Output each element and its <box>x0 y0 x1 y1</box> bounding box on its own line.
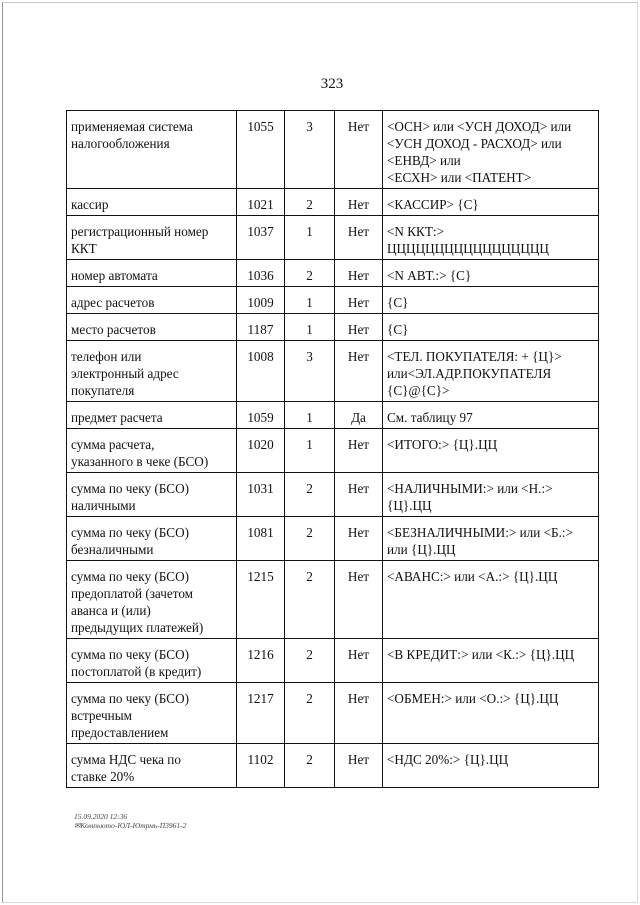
footer-timestamp: 15.09.2020 12:36 <box>74 812 128 821</box>
table-row <box>67 260 599 287</box>
required-flag: Нет <box>335 260 383 287</box>
footer-source: ✉Компьюто-ЮЛ-Ютрмь-П3961-2 <box>74 821 187 830</box>
print-form-line: <ЕСХН> или <ПАТЕНТ> <box>387 170 532 185</box>
required-flag: Нет <box>335 639 383 683</box>
requisite-name <box>67 216 237 260</box>
print-form-line: <НАЛИЧНЫМИ:> или <Н.:> <box>387 481 553 496</box>
requisite-name-line: сумма по чеку (БСО) <box>71 525 189 540</box>
format-code: 2 <box>285 744 335 788</box>
requisite-name-line: номер автомата <box>71 268 158 283</box>
print-form-line: <N АВТ.:> {С} <box>387 268 472 283</box>
requisite-name-line: предоставлением <box>71 725 169 740</box>
requisite-name-line: сумма по чеку (БСО) <box>71 569 189 584</box>
print-form-line: ЦЦЦЦЦЦЦЦЦЦЦЦЦЦЦЦЦ <box>387 241 549 256</box>
requisite-name <box>67 683 237 744</box>
tag-number: 1036 <box>237 260 285 287</box>
print-form <box>383 561 599 639</box>
tag-number: 1021 <box>237 189 285 216</box>
format-code: 1 <box>285 402 335 429</box>
print-form <box>383 683 599 744</box>
print-form-line: <ОСН> или <УСН ДОХОД> или <box>387 119 572 134</box>
required-flag: Нет <box>335 111 383 189</box>
requisite-name <box>67 402 237 429</box>
requisite-name <box>67 561 237 639</box>
requisite-name-line: электронный адрес <box>71 366 179 381</box>
table-row <box>67 639 599 683</box>
table-row <box>67 341 599 402</box>
format-code: 3 <box>285 341 335 402</box>
requisite-name-line: сумма по чеку (БСО) <box>71 647 189 662</box>
requisite-name-line: покупателя <box>71 383 135 398</box>
required-flag: Нет <box>335 216 383 260</box>
print-form-line: <ЕНВД> или <box>387 153 461 168</box>
requisite-name-line: адрес расчетов <box>71 295 155 310</box>
format-code: 1 <box>285 429 335 473</box>
requisite-name-line: сумма расчета, <box>71 437 155 452</box>
tag-number: 1020 <box>237 429 285 473</box>
print-form-line: или {Ц}.ЦЦ <box>387 542 456 557</box>
requisite-name-line: предоплатой (зачетом <box>71 586 194 601</box>
table-row <box>67 429 599 473</box>
print-form <box>383 341 599 402</box>
tag-number: 1031 <box>237 473 285 517</box>
print-form <box>383 429 599 473</box>
requisites-table <box>66 110 599 788</box>
requisite-name-line: аванса и (или) <box>71 603 151 618</box>
print-form-line: <НДС 20%:> {Ц}.ЦЦ <box>387 752 509 767</box>
tag-number: 1009 <box>237 287 285 314</box>
print-form <box>383 402 599 429</box>
print-form-line: {Ц}.ЦЦ <box>387 498 432 513</box>
requisite-name-line: встречным <box>71 708 132 723</box>
format-code: 2 <box>285 517 335 561</box>
tag-number: 1217 <box>237 683 285 744</box>
table-row <box>67 287 599 314</box>
print-form <box>383 111 599 189</box>
print-form-line: <КАССИР> {С} <box>387 197 479 212</box>
requisite-name <box>67 260 237 287</box>
format-code: 2 <box>285 189 335 216</box>
print-form <box>383 517 599 561</box>
requisite-name-line: сумма НДС чека по <box>71 752 181 767</box>
table-row <box>67 111 599 189</box>
format-code: 1 <box>285 314 335 341</box>
print-form-line: <ТЕЛ. ПОКУПАТЕЛЯ: + {Ц}> <box>387 349 562 364</box>
print-form-line: <БЕЗНАЛИЧНЫМИ:> или <Б.:> <box>387 525 573 540</box>
format-code: 2 <box>285 639 335 683</box>
requisites-table-body <box>67 111 599 788</box>
requisite-name-line: ККТ <box>71 241 97 256</box>
tag-number: 1037 <box>237 216 285 260</box>
format-code: 2 <box>285 260 335 287</box>
print-form-line: {С} <box>387 295 409 310</box>
print-form-line: или<ЭЛ.АДР.ПОКУПАТЕЛЯ <box>387 366 552 381</box>
tag-number: 1055 <box>237 111 285 189</box>
requisite-name <box>67 429 237 473</box>
requisite-name-line: ставке 20% <box>71 769 135 784</box>
requisite-name-line: указанного в чеке (БСО) <box>71 454 209 469</box>
table-row <box>67 561 599 639</box>
print-form <box>383 314 599 341</box>
table-row <box>67 216 599 260</box>
print-form <box>383 260 599 287</box>
required-flag: Да <box>335 402 383 429</box>
requisite-name <box>67 287 237 314</box>
print-form-line: <N ККТ:> <box>387 224 445 239</box>
requisite-name-line: налогообложения <box>71 136 170 151</box>
tag-number: 1215 <box>237 561 285 639</box>
format-code: 1 <box>285 287 335 314</box>
requisite-name-line: регистрационный номер <box>71 224 209 239</box>
print-form-line: <АВАНС:> или <А.:> {Ц}.ЦЦ <box>387 569 558 584</box>
requisite-name <box>67 744 237 788</box>
requisite-name <box>67 517 237 561</box>
format-code: 2 <box>285 683 335 744</box>
tag-number: 1008 <box>237 341 285 402</box>
print-form <box>383 473 599 517</box>
requisite-name-line: безналичными <box>71 542 154 557</box>
print-form-line: {С}@{С}> <box>387 383 450 398</box>
requisite-name <box>67 111 237 189</box>
required-flag: Нет <box>335 287 383 314</box>
required-flag: Нет <box>335 429 383 473</box>
required-flag: Нет <box>335 517 383 561</box>
print-form <box>383 189 599 216</box>
tag-number: 1216 <box>237 639 285 683</box>
table-row <box>67 517 599 561</box>
requisite-name <box>67 341 237 402</box>
required-flag: Нет <box>335 314 383 341</box>
requisite-name-line: предмет расчета <box>71 410 163 425</box>
required-flag: Нет <box>335 189 383 216</box>
print-form-line: {С} <box>387 322 409 337</box>
requisite-name-line: телефон или <box>71 349 142 364</box>
requisite-name-line: сумма по чеку (БСО) <box>71 691 189 706</box>
requisite-name-line: постоплатой (в кредит) <box>71 664 202 679</box>
print-form-line: См. таблицу 97 <box>387 410 473 425</box>
requisite-name <box>67 473 237 517</box>
requisite-name-line: кассир <box>71 197 109 212</box>
required-flag: Нет <box>335 744 383 788</box>
requisite-name-line: применяемая система <box>71 119 193 134</box>
tag-number: 1081 <box>237 517 285 561</box>
format-code: 3 <box>285 111 335 189</box>
requisite-name-line: сумма по чеку (БСО) <box>71 481 189 496</box>
print-form-line: <ИТОГО:> {Ц}.ЦЦ <box>387 437 498 452</box>
requisite-name-line: предыдущих платежей) <box>71 620 204 635</box>
required-flag: Нет <box>335 683 383 744</box>
requisite-name <box>67 639 237 683</box>
format-code: 2 <box>285 561 335 639</box>
table-row <box>67 473 599 517</box>
print-form-line: <В КРЕДИТ:> или <К.:> {Ц}.ЦЦ <box>387 647 575 662</box>
format-code: 2 <box>285 473 335 517</box>
required-flag: Нет <box>335 473 383 517</box>
tag-number: 1102 <box>237 744 285 788</box>
requisite-name-line: наличными <box>71 498 136 513</box>
table-row <box>67 744 599 788</box>
page-number: 323 <box>320 76 344 92</box>
requisite-name-line: место расчетов <box>71 322 156 337</box>
print-form-line: <УСН ДОХОД - РАСХОД> или <box>387 136 562 151</box>
requisite-name <box>67 314 237 341</box>
tag-number: 1187 <box>237 314 285 341</box>
requisite-name <box>67 189 237 216</box>
required-flag: Нет <box>335 341 383 402</box>
required-flag: Нет <box>335 561 383 639</box>
table-row <box>67 189 599 216</box>
footer <box>74 812 186 830</box>
print-form-line: <ОБМЕН:> или <О.:> {Ц}.ЦЦ <box>387 691 559 706</box>
print-form <box>383 287 599 314</box>
print-form <box>383 744 599 788</box>
table-row <box>67 314 599 341</box>
print-form <box>383 639 599 683</box>
table-row <box>67 683 599 744</box>
format-code: 1 <box>285 216 335 260</box>
tag-number: 1059 <box>237 402 285 429</box>
table-row <box>67 402 599 429</box>
print-form <box>383 216 599 260</box>
